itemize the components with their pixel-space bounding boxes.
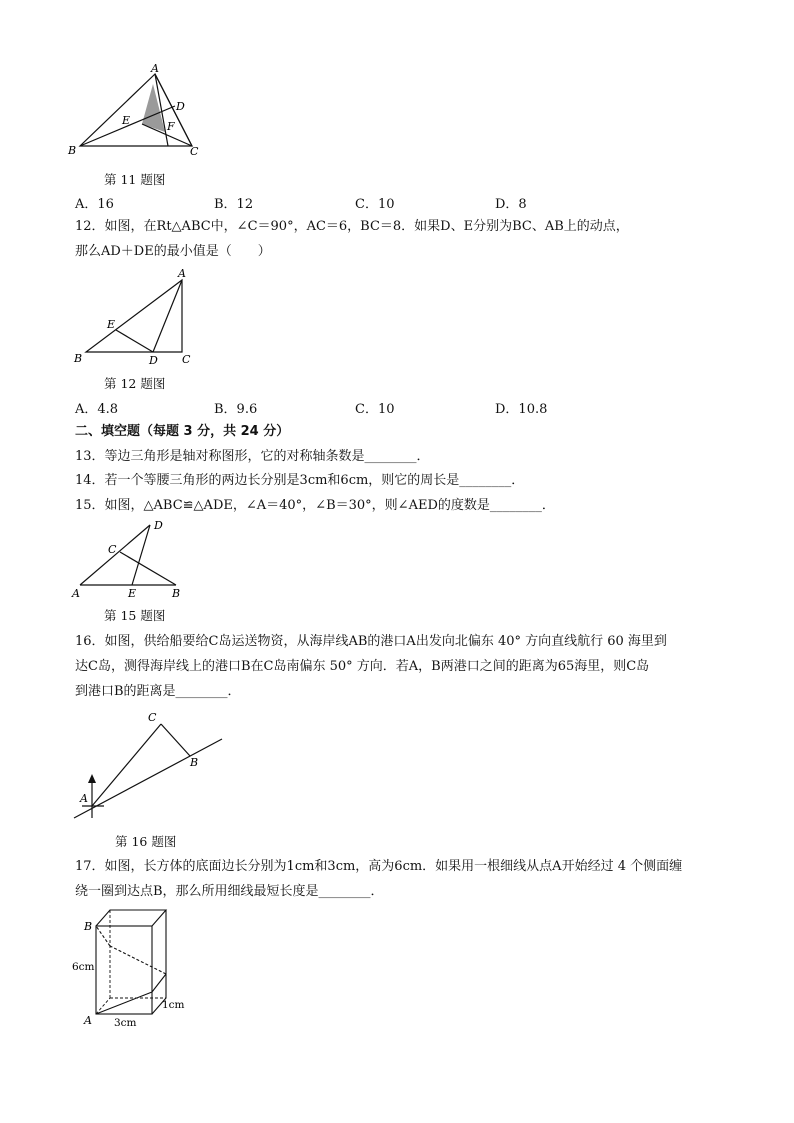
fig16-label-c: C [148,711,157,724]
q11-option-a: A．16 [75,197,114,212]
q12-option-b: B．9.6 [214,402,258,417]
q12-text-line1: 12．如图，在Rt△ABC中，∠C＝90°，AC＝6，BC＝8．如果D、E分别为BC、AB上的动点， [75,219,629,234]
figure-11 [60,62,220,162]
fig11-label-e: E [122,114,131,127]
q12-option-d: D．10.8 [495,402,548,417]
fig11-line-ac [155,74,192,146]
figure-16-caption: 第 16 题图 [115,834,177,849]
figure-15 [68,519,198,601]
fig16-line-ac [92,724,161,806]
fig16-label-b: B [190,756,199,769]
fig17-string-front [96,992,152,1014]
figure-16 [66,706,236,826]
fig17-string-back [110,946,166,974]
fig12-line-ed [116,330,153,352]
q12-option-a: A．4.8 [75,402,119,417]
figure-11-caption: 第 11 题图 [104,172,166,187]
fig17-string-left [96,926,110,946]
fig17-label-b: B [84,920,93,933]
q16-text-line2: 达C岛，测得海岸线上的港口B在C岛南偏东 50° 方向．若A，B两港口之间的距离为65海里，则C岛 [75,659,650,674]
fig15-line-cb [120,552,176,585]
figure-15-caption: 第 15 题图 [104,608,166,623]
fig11-label-a: A [151,62,159,75]
fig15-label-b: B [172,587,181,600]
fig11-label-c: C [190,145,199,158]
fig12-label-b: B [74,352,83,365]
q13-text: 13．等边三角形是轴对称图形，它的对称轴条数是________． [75,449,430,464]
fig16-line-cb [161,724,190,756]
section-2-heading: 二、填空题（每题 3 分，共 24 分） [75,424,290,439]
fig15-label-e: E [128,587,137,600]
fig17-label-height: 6cm [72,961,95,973]
q17-text-line2: 绕一圈到达点B，那么所用细线最短长度是________． [75,884,384,899]
q15-text: 15．如图，△ABC≌△ADE，∠A＝40°，∠B＝30°，则∠AED的度数是________． [75,498,555,513]
fig17-top-face [96,910,166,926]
q16-text-line1: 16．如图，供给船要给C岛运送物资，从海岸线AB的港口A出发向北偏东 40° 方向直线航行 60 海里到 [75,634,667,649]
fig15-label-d: D [154,519,163,532]
q17-text-line1: 17．如图，长方体的底面边长分别为1cm和3cm，高为6cm．如果用一根细线从点A开始经过 4 个侧面缠 [75,859,683,874]
fig17-label-a: A [84,1014,92,1027]
fig12-label-c: C [182,353,191,366]
fig15-label-c: C [108,543,117,556]
q11-option-d: D．8 [495,197,527,212]
q12-option-c: C．10 [355,402,395,417]
fig17-label-depth: 1cm [162,999,185,1011]
fig11-label-b: B [68,144,77,157]
fig17-label-width: 3cm [114,1017,137,1029]
fig15-label-a: A [72,587,80,600]
figure-12 [70,266,200,368]
figure-17 [66,904,206,1034]
fig17-string-right [152,974,166,992]
north-arrow-icon [88,774,96,783]
q11-option-b: B．12 [214,197,254,212]
fig16-label-a: A [80,792,88,805]
figure-12-caption: 第 12 题图 [104,376,166,391]
fig11-label-f: F [167,120,175,133]
fig12-label-a: A [178,267,186,280]
fig12-label-e: E [107,318,116,331]
q16-text-line3: 到港口B的距离是________． [75,684,241,699]
fig15-line-de [132,525,150,585]
q14-text: 14．若一个等腰三角形的两边长分别是3cm和6cm，则它的周长是________． [75,473,525,488]
q12-text-line2: 那么AD＋DE的最小值是（ ） [75,244,271,259]
fig17-front-face [96,926,152,1014]
fig11-label-d: D [176,100,185,113]
q11-option-c: C．10 [355,197,395,212]
fig12-label-d: D [149,354,158,367]
